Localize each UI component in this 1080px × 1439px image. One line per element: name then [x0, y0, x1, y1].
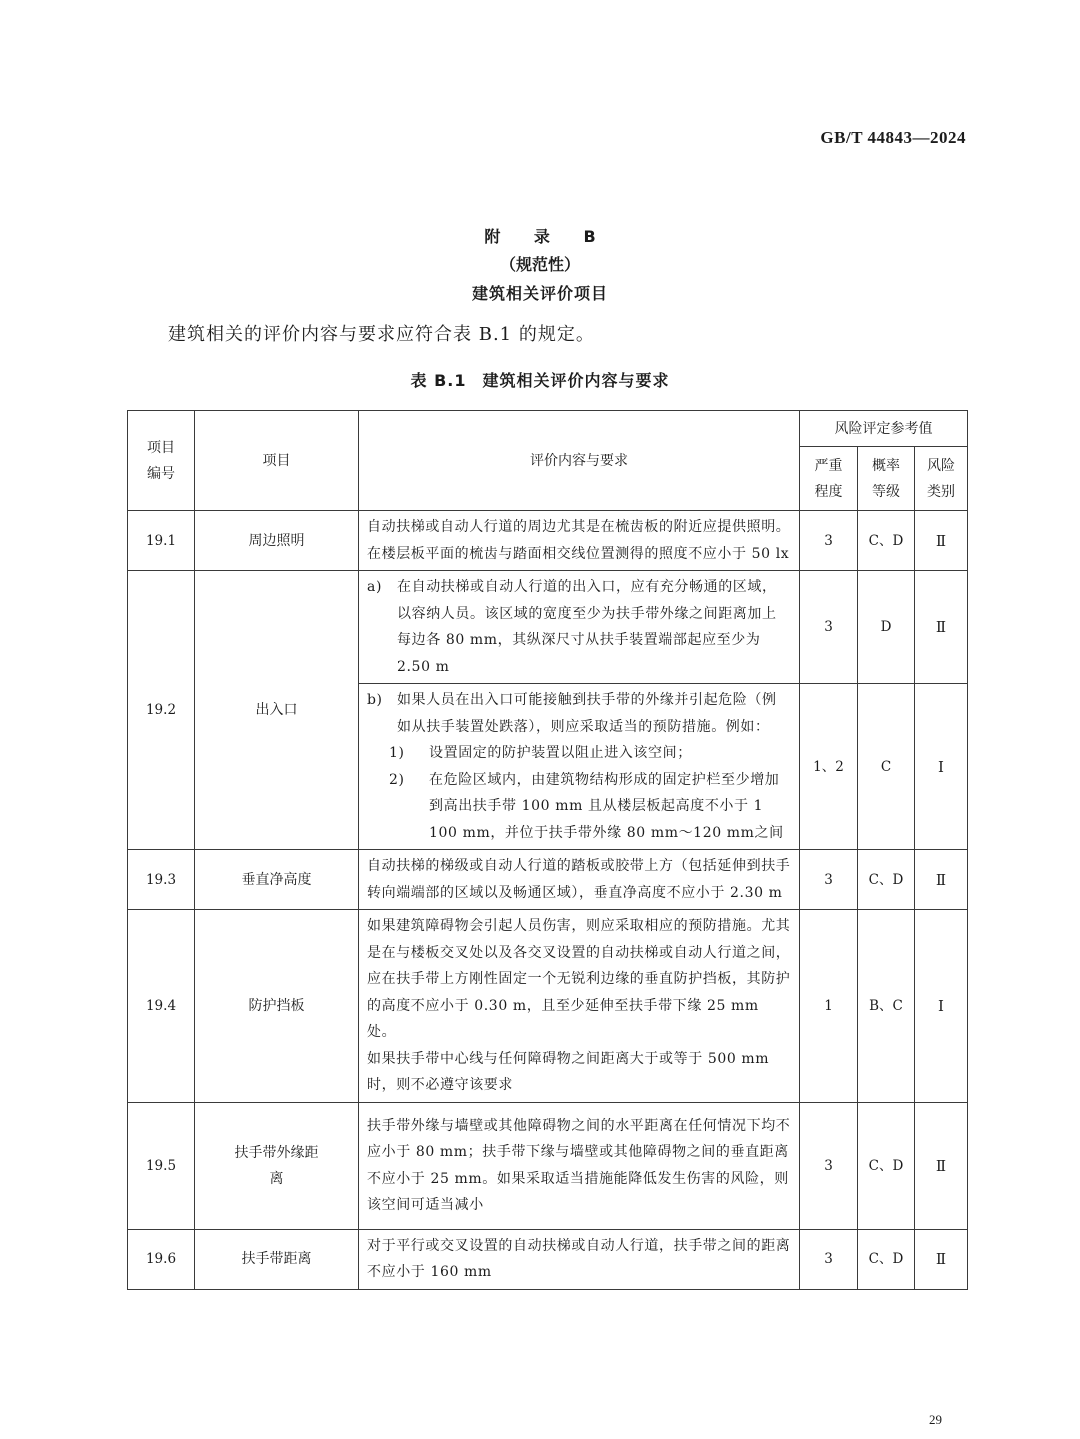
row-probability: C、D — [858, 511, 915, 571]
row-severity: 3 — [800, 571, 858, 684]
header-item-no: 项目编号 — [128, 411, 195, 511]
row-requirement-b — [359, 684, 800, 850]
table-caption — [0, 368, 1080, 391]
row-probability: B、C — [858, 910, 915, 1103]
requirement-paragraph: 如果扶手带中心线与任何障碍物之间距离大于或等于 500 mm时，则不必遵守该要求 — [367, 1050, 770, 1093]
table-header-row — [128, 411, 968, 447]
row-probability: C、D — [858, 1229, 915, 1289]
table-row — [128, 571, 968, 684]
row-item: 周边照明 — [195, 511, 359, 571]
table-row — [128, 511, 968, 571]
row-requirement-a — [359, 571, 800, 684]
row-no: 19.3 — [128, 850, 195, 910]
row-probability: D — [858, 571, 915, 684]
header-requirements: 评价内容与要求 — [359, 411, 800, 511]
row-severity: 3 — [800, 511, 858, 571]
header-category: 风险类别 — [915, 447, 968, 511]
row-category: Ⅰ — [915, 910, 968, 1103]
row-category: Ⅱ — [915, 1102, 968, 1229]
row-requirement: 对于平行或交叉设置的自动扶梯或自动人行道，扶手带之间的距离不应小于 160 mm — [359, 1229, 800, 1289]
intro-paragraph: 建筑相关的评价内容与要求应符合表 B.1 的规定。 — [168, 324, 595, 345]
row-category: Ⅱ — [915, 1229, 968, 1289]
row-severity: 1、2 — [800, 684, 858, 850]
header-risk-reference: 风险评定参考值 — [800, 411, 968, 447]
row-requirement: 扶手带外缘与墙壁或其他障碍物之间的水平距离在任何情况下均不应小于 80 mm；扶手带下缘与墙壁或其他障碍物之间的垂直距离不应小于 25 mm。如果采取适当措施能降低发生伤害的风险，则该空间可适当减小 — [359, 1102, 800, 1229]
table-caption-number: 表 B.1 — [410, 371, 467, 390]
row-item: 扶手带外缘距离 — [195, 1102, 359, 1229]
table-row — [128, 1102, 968, 1229]
table-row — [128, 1229, 968, 1289]
list-marker: a) — [367, 579, 383, 595]
list-text: 在危险区域内，由建筑物结构形成的固定护栏至少增加到高出扶手带 100 mm 且从楼层板起高度不小于 1 100 mm，并位于扶手带外缘 80 mm～120 mm之间 — [429, 771, 784, 841]
row-category: Ⅰ — [915, 684, 968, 850]
list-text: 如果人员在出入口可能接触到扶手带的外缘并引起危险（例如从扶手装置处跌落），则应采取适当的预防措施。例如： — [397, 692, 777, 735]
row-severity: 3 — [800, 1102, 858, 1229]
row-category: Ⅱ — [915, 850, 968, 910]
row-requirement: 自动扶梯或自动人行道的周边尤其是在梳齿板的附近应提供照明。在楼层板平面的梳齿与踏面相交线位置测得的照度不应小于 50 lx — [359, 511, 800, 571]
header-item: 项目 — [195, 411, 359, 511]
row-item: 出入口 — [195, 571, 359, 850]
row-probability: C — [858, 684, 915, 850]
row-severity: 1 — [800, 910, 858, 1103]
row-requirement: 自动扶梯的梯级或自动人行道的踏板或胶带上方（包括延伸到扶手转向端端部的区域以及畅通区域），垂直净高度不应小于 2.30 m — [359, 850, 800, 910]
appendix-label: 附 录 B — [484, 227, 610, 246]
row-no: 19.4 — [128, 910, 195, 1103]
evaluation-table — [127, 410, 968, 1290]
row-probability: C、D — [858, 1102, 915, 1229]
standard-code: GB/T 44843—2024 — [820, 128, 966, 147]
row-item: 扶手带距离 — [195, 1229, 359, 1289]
list-marker: b) — [367, 692, 383, 708]
header-severity: 严重程度 — [800, 447, 858, 511]
row-no: 19.5 — [128, 1102, 195, 1229]
row-category: Ⅱ — [915, 571, 968, 684]
row-requirement — [359, 910, 800, 1103]
list-text: 在自动扶梯或自动人行道的出入口，应有充分畅通的区域，以容纳人员。该区域的宽度至少为扶手带外缘之间距离加上每边各 80 mm，其纵深尺寸从扶手装置端部起应至少为 2.50 m — [397, 579, 777, 675]
appendix-title: 建筑相关评价项目 — [471, 284, 608, 303]
page-number: 29 — [929, 1412, 942, 1427]
row-no: 19.1 — [128, 511, 195, 571]
appendix-nature: （规范性） — [499, 255, 580, 274]
list-marker: 2) — [389, 771, 405, 788]
row-item: 防护挡板 — [195, 910, 359, 1103]
list-marker: 1) — [389, 745, 405, 761]
row-severity: 3 — [800, 850, 858, 910]
row-item: 垂直净高度 — [195, 850, 359, 910]
list-text: 设置固定的防护装置以阻止进入该空间； — [429, 745, 692, 761]
requirement-paragraph: 如果建筑障碍物会引起人员伤害，则应采取相应的预防措施。尤其是在与楼板交叉处以及各交叉设置的自动扶梯或自动人行道之间，应在扶手带上方刚性固定一个无锐利边缘的垂直防护挡板，其防护的高度不应小于 0.30 m，且至少延伸至扶手带下缘 25 mm 处。 — [367, 918, 791, 1040]
row-no: 19.6 — [128, 1229, 195, 1289]
table-row — [128, 910, 968, 1103]
table-caption-title: 建筑相关评价内容与要求 — [482, 371, 670, 390]
table-row — [128, 850, 968, 910]
header-probability: 概率等级 — [858, 447, 915, 511]
row-no: 19.2 — [128, 571, 195, 850]
row-severity: 3 — [800, 1229, 858, 1289]
row-category: Ⅱ — [915, 511, 968, 571]
row-probability: C、D — [858, 850, 915, 910]
